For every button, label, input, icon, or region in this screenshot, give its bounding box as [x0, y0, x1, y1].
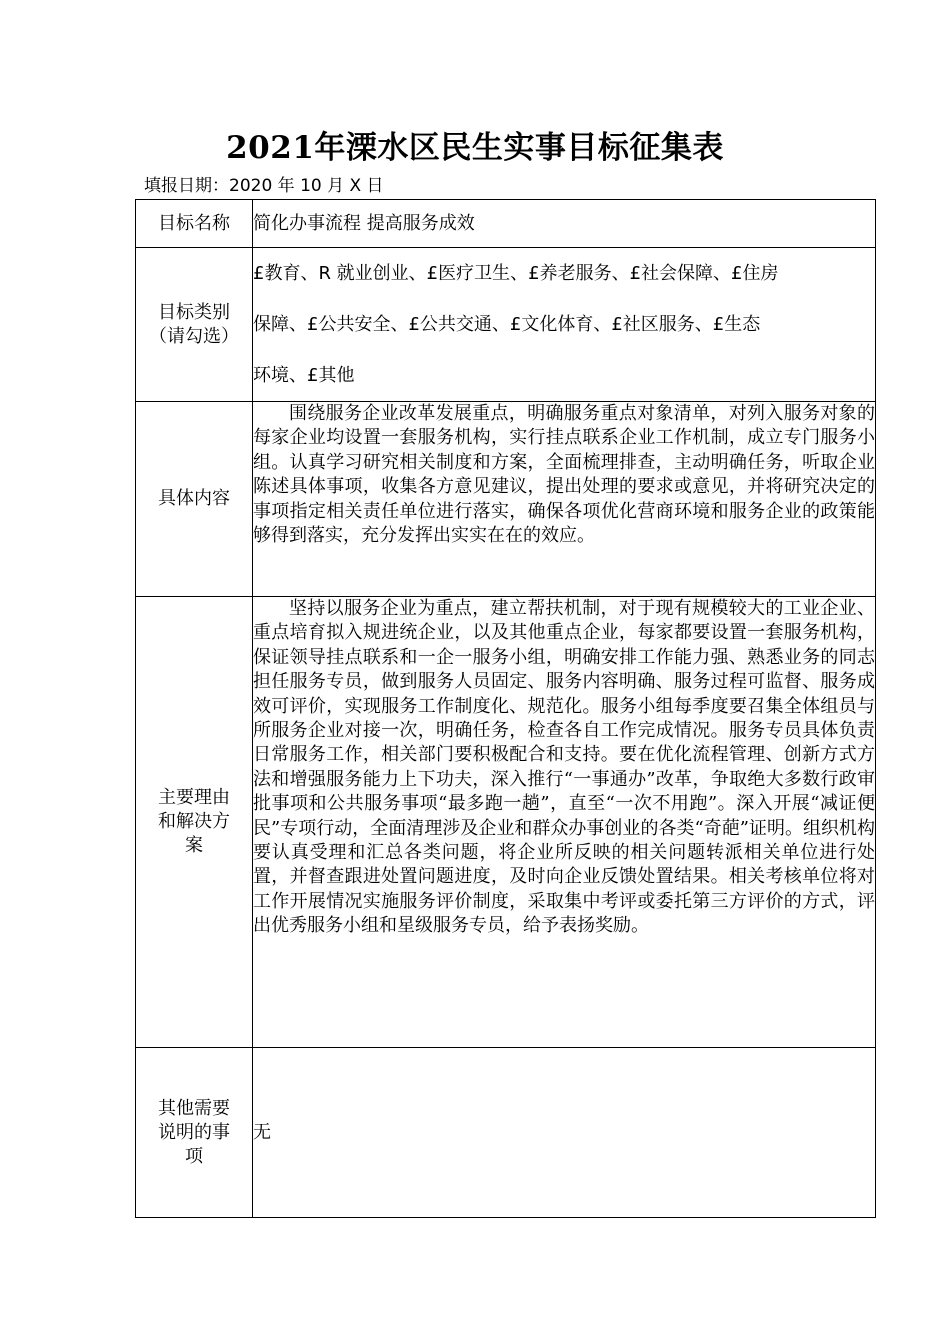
reason-cell	[253, 597, 876, 1048]
target-name-label: 目标名称	[136, 200, 253, 248]
target-category-label	[136, 248, 253, 402]
other-label-line1: 其他需要	[158, 1097, 230, 1119]
other-value: 无	[253, 1048, 876, 1218]
reason-label-line3: 案	[185, 835, 203, 856]
table-row-target-name	[136, 200, 876, 248]
reason-label-line1: 主要理由	[158, 787, 230, 808]
table-row-content	[136, 402, 876, 597]
target-category-options	[253, 248, 876, 402]
page-title: 2021年溧水区民生实事目标征集表	[226, 130, 724, 166]
table-row-reason	[136, 597, 876, 1048]
content-label: 具体内容	[136, 402, 253, 597]
category-options-line: £教育、R 就业创业、£医疗卫生、£养老服务、£社会保障、£住房	[253, 263, 779, 284]
content-text: 围绕服务企业改革发展重点，明确服务重点对象清单，对列入服务对象的每家企业均设置一套服务机构，实行挂点联系企业工作机制，成立专门服务小组。认真学习研究相关制度和方案，全面梳理排查，主动明确任务，听取企业陈述具体事项，收集各方意见建议，提出处理的要求或意见，并将研究决定的事项指定相关责任单位进行落实，确保各项优化营商环境和服务企业的政策能够得到落实，充分发挥出实实在在的效应。	[253, 403, 875, 547]
target-category-label-line2: （请勾选）	[149, 325, 239, 347]
table-row-other	[136, 1048, 876, 1218]
table-row-target-category	[136, 248, 876, 402]
target-form-table	[135, 199, 876, 1218]
target-name-value: 简化办事流程 提高服务成效	[253, 200, 876, 248]
category-options-line: 保障、£公共安全、£公共交通、£文化体育、£社区服务、£生态	[253, 314, 761, 335]
other-label-line3: 项	[185, 1145, 203, 1167]
fill-date: 填报日期：2020 年 10 月 X 日	[144, 176, 384, 196]
target-category-label-line1: 目标类别	[158, 301, 230, 323]
other-label-line2: 说明的事	[158, 1121, 230, 1143]
reason-label-line2: 和解决方	[158, 811, 230, 832]
reason-text: 坚持以服务企业为重点，建立帮扶机制，对于现有规模较大的工业企业、重点培育拟入规进统企业，以及其他重点企业，每家都要设置一套服务机构，保证领导挂点联系和一企一服务小组，明确安排工作能力强、熟悉业务的同志担任服务专员，做到服务人员固定、服务内容明确、服务过程可监督、服务成效可评价，实现服务工作制度化、规范化。服务小组每季度要召集全体组员与所服务企业对接一次，明确任务，检查各自工作完成情况。服务专员具体负责日常服务工作，相关部门要积极配合和支持。要在优化流程管理、创新方式方法和增强服务能力上下功夫，深入推行“一事通办”改革，争取绝大多数行政审批事项和公共服务事项“最多跑一趟”，直至“一次不用跑”。深入开展“减证便民”专项行动，全面清理涉及企业和群众办事创业的各类“奇葩”证明。组织机构要认真受理和汇总各类问题，将企业所反映的相关问题转派相关单位进行处置，并督查跟进处置问题进度，及时向企业反馈处置结果。相关考核单位将对工作开展情况实施服务评价制度，采取集中考评或委托第三方评价的方式，评出优秀服务小组和星级服务专员，给予表扬奖励。	[253, 598, 875, 937]
content-cell	[253, 402, 876, 597]
other-label	[136, 1048, 253, 1218]
category-options-line: 环境、£其他	[253, 365, 355, 386]
reason-label	[136, 597, 253, 1048]
